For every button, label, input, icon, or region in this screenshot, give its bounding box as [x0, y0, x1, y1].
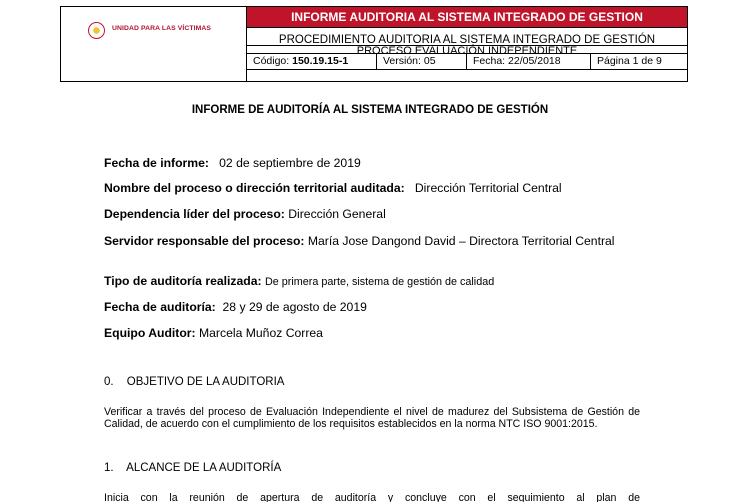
field-label: Dependencia líder del proceso:: [104, 207, 285, 221]
procedure-name: PROCEDIMIENTO AUDITORIA AL SISTEMA INTEGRADO DE GESTIÓN: [278, 34, 656, 46]
field-label: Servidor responsable del proceso:: [104, 234, 305, 248]
section-text-alcance: Inicia con la reunión de apertura de auditoría y concluye con el seguimiento al plan de: [104, 492, 640, 502]
section-title: OBJETIVO DE LA AUDITORIA: [126, 376, 285, 388]
section-heading-objetivo: [104, 376, 284, 388]
field-nombre-proceso: [104, 181, 664, 195]
field-value: 28 y 29 de agosto de 2019: [222, 300, 367, 314]
field-dependencia: [104, 207, 664, 221]
section-number: 0.: [104, 376, 114, 388]
field-fecha-auditoria: [104, 300, 664, 314]
page-number: Página 1 de 9: [597, 55, 662, 67]
version-label: Versión:: [383, 55, 421, 67]
field-label: Equipo Auditor:: [104, 326, 196, 340]
field-label: Nombre del proceso o dirección territorial auditada:: [104, 181, 405, 195]
section-number: 1.: [104, 462, 114, 474]
field-label: Fecha de informe:: [104, 156, 209, 170]
version-value: 05: [423, 55, 436, 67]
field-value: De primera parte, sistema de gestión de calidad: [264, 276, 495, 288]
field-servidor: [104, 234, 644, 248]
fecha-label: Fecha:: [473, 55, 506, 67]
table-rule: [247, 69, 687, 70]
field-value: Marcela Muñoz Correa: [199, 326, 323, 340]
procedure-cell: [247, 28, 687, 57]
field-equipo-auditor: [104, 326, 664, 340]
codigo-value: 150.19.15-1: [292, 55, 349, 67]
document-title: INFORME DE AUDITORÍA AL SISTEMA INTEGRADO DE GESTIÓN: [191, 104, 549, 116]
codigo-label: Código:: [253, 55, 290, 67]
fecha-cell: [467, 54, 591, 69]
colombia-shield-icon: [88, 22, 105, 39]
field-value: Dirección General: [288, 207, 386, 221]
header-title: INFORME AUDITORIA AL SISTEMA INTEGRADO DE GESTION: [247, 7, 687, 28]
field-value: 02 de septiembre de 2019: [219, 156, 361, 170]
document-header: [60, 6, 688, 82]
metadata-row: [247, 54, 687, 81]
fecha-value: 22/05/2018: [508, 55, 561, 67]
field-label: Fecha de auditoría:: [104, 300, 216, 314]
logo-cell: [61, 7, 247, 81]
field-tipo-auditoria: [104, 274, 664, 289]
codigo-cell: [247, 54, 377, 69]
section-heading-alcance: [104, 462, 281, 474]
version-cell: [377, 54, 467, 69]
section-title: ALCANCE DE LA AUDITORÍA: [126, 462, 282, 474]
field-fecha-informe: [104, 156, 664, 170]
field-value: María Jose Dangond David – Directora Territorial Central: [307, 234, 615, 248]
field-value: Dirección Territorial Central: [414, 181, 562, 195]
org-name: UNIDAD PARA LAS VÍCTIMAS: [112, 25, 212, 32]
field-label: Tipo de auditoría realizada:: [104, 274, 262, 288]
section-text-objetivo: Verificar a través del proceso de Evaluación Independiente el nivel de madurez del Subsistema de Gestión de Calidad, de acuerdo con el cumplimiento de los requisitos establecidos en la norma NTC ISO 9001:2015.: [104, 406, 640, 430]
process-name: PROCESO EVALUACIÓN INDEPENDIENTE: [247, 45, 687, 58]
